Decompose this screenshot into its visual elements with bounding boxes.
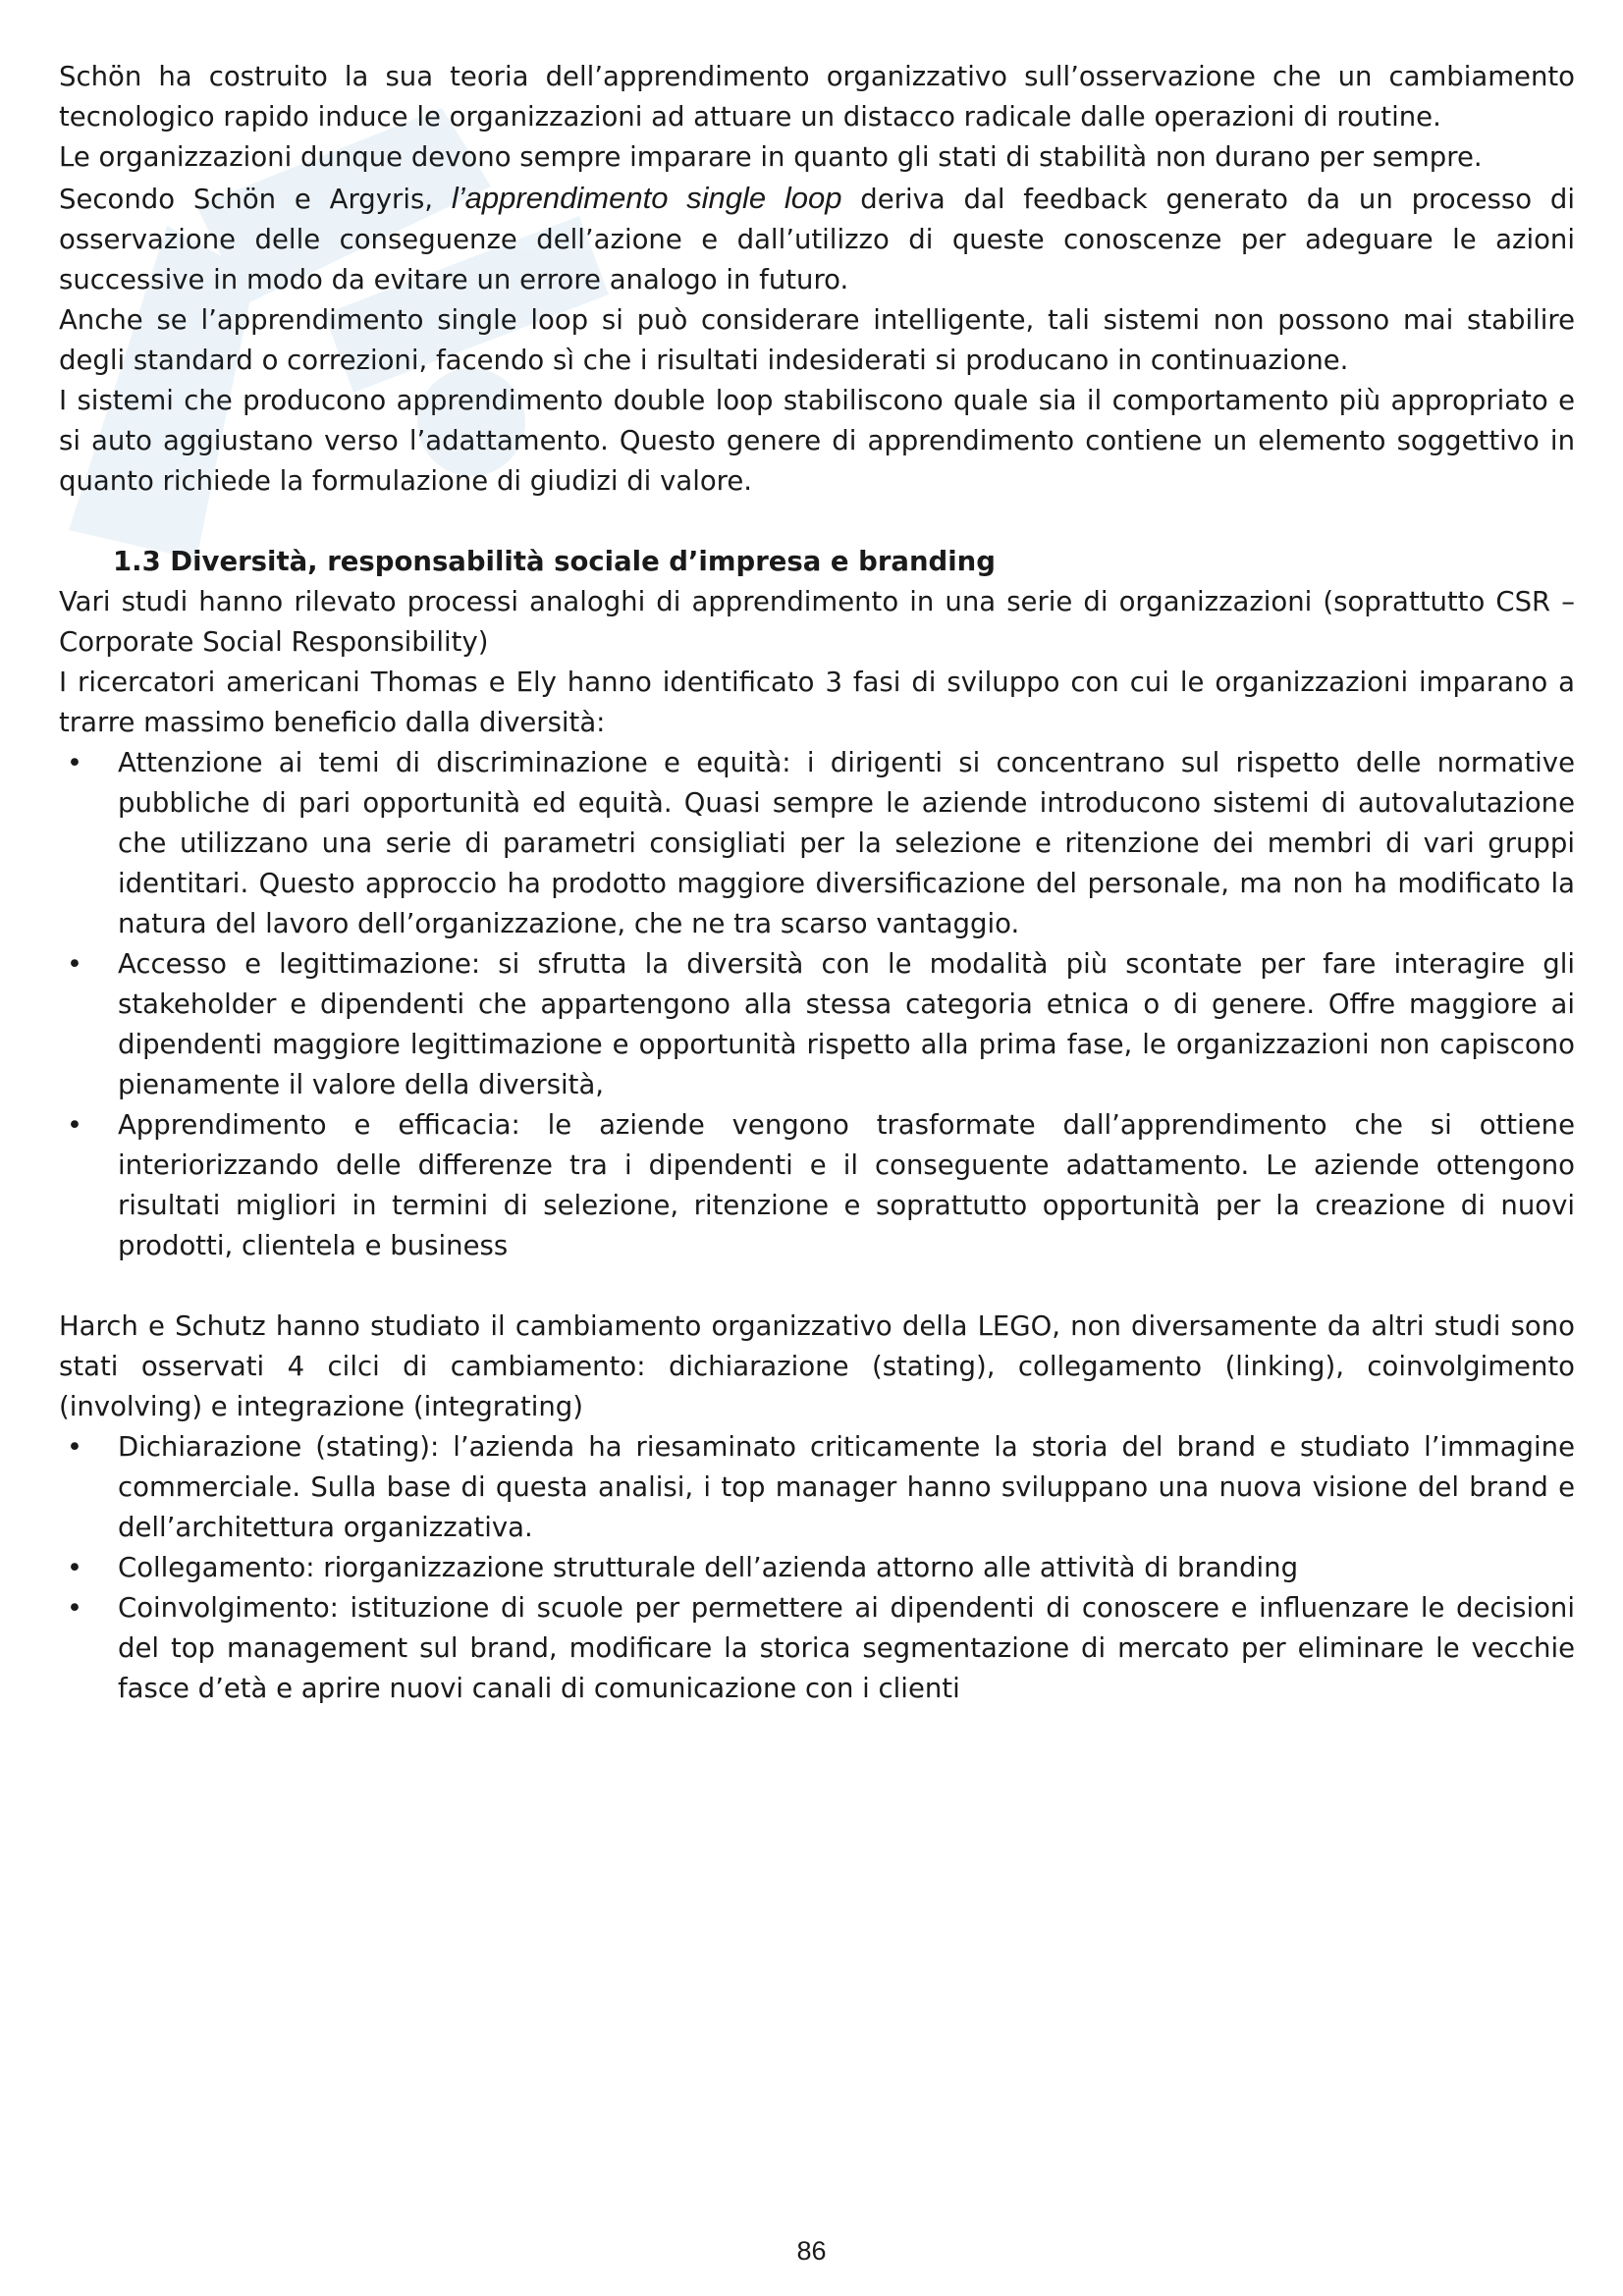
list-item: • Apprendimento e efficacia: le aziende vengono trasformate dall’apprendimento che si ottiene interiorizzando delle differenze tra i dipendenti e il conseguente adattamento. Le aziende ottengono risultati migliori in termini di selezione, ritenzione e soprattutto opportunità per la creazione di nuovi prodotti, clientela e business (59, 1105, 1575, 1266)
spacer (59, 1266, 1575, 1307)
list-item: • Coinvolgimento: istituzione di scuole per permettere ai dipendenti di conoscere e influenzare le decisioni del top management sul brand, modificare la storica segmentazione di mercato per eliminare le vecchie fasce d’età e aprire nuovi canali di comunicazione con i clienti (59, 1588, 1575, 1709)
paragraph-lego-study: Harch e Schutz hanno studiato il cambiamento organizzativo della LEGO, non diversamente da altri studi sono stati osservati 4 cilci di cambiamento: dichiarazione (stating), collegamento (linking), coinvolgimento (involving) e integrazione (integrating) (59, 1310, 1575, 1422)
paragraph-single-loop-limits: Anche se l’apprendimento single loop si può considerare intelligente, tali sistemi non possono mai stabilire degli standard o correzioni, facendo sì che i risultati indesiderati si producano in continuazione. (59, 304, 1575, 376)
list-item: • Attenzione ai temi di discriminazione e equità: i dirigenti si concentrano sul rispetto delle normative pubbliche di pari opportunità ed equità. Quasi sempre le aziende introducono sistemi di autovalutazione che utilizzano una serie di parametri consigliati per la selezione e ritenzione dei membri di vari gruppi identitari. Questo approccio ha prodotto maggiore diversificazione del personale, ma non ha modificato la natura del lavoro dell’organizzazione, che ne tra scarso vantaggio. (59, 743, 1575, 944)
diversity-phases-list (59, 743, 1575, 1266)
list-item: • Collegamento: riorganizzazione strutturale dell’azienda attorno alle attività di branding (59, 1548, 1575, 1588)
paragraph-single-loop (59, 178, 1575, 300)
list-item: • Accesso e legittimazione: si sfrutta la diversità con le modalità più scontate per fare interagire gli stakeholder e dipendenti che appartengono alla stessa categoria etnica o di genere. Offre maggiore ai dipendenti maggiore legittimazione e opportunità rispetto alla prima fase, le organizzazioni non capiscono pienamente il valore della diversità, (59, 944, 1575, 1105)
paragraph-organizations-learn: Le organizzazioni dunque devono sempre imparare in quanto gli stati di stabilità non durano per sempre. (59, 141, 1483, 173)
single-loop-term: l’apprendimento single loop (451, 181, 842, 215)
document-page (59, 57, 1575, 1709)
paragraph-thomas-ely: I ricercatori americani Thomas e Ely hanno identificato 3 fasi di sviluppo con cui le organizzazioni imparano a trarre massimo beneficio dalla diversità: (59, 667, 1575, 738)
list-item: • Dichiarazione (stating): l’azienda ha riesaminato criticamente la storia del brand e studiato l’immagine commerciale. Sulla base di questa analisi, i top manager hanno sviluppano una nuova visione del brand e dell’architettura organizzativa. (59, 1427, 1575, 1548)
section-heading: 1.3 Diversità, responsabilità sociale d’impresa e branding (113, 546, 996, 577)
single-loop-intro: Secondo Schön e Argyris, (59, 184, 452, 215)
paragraph-csr-studies: Vari studi hanno rilevato processi analoghi di apprendimento in una serie di organizzazioni (soprattutto CSR – Corporate Social Responsibility) (59, 586, 1575, 658)
lego-cycles-list (59, 1427, 1575, 1709)
single-loop-rest: deriva dal feedback generato da un processo di osservazione delle conseguenze dell’azione e dall’utilizzo di queste conoscenze per adeguare le azioni successive in modo da evitare un errore analogo in futuro. (59, 184, 1575, 295)
paragraph-double-loop: I sistemi che producono apprendimento double loop stabiliscono quale sia il comportamento più appropriato e si auto aggiustano verso l’adattamento. Questo genere di apprendimento contiene un elemento soggettivo in quanto richiede la formulazione di giudizi di valore. (59, 385, 1575, 497)
paragraph-schon-theory: Schön ha costruito la sua teoria dell’apprendimento organizzativo sull’osservazione che un cambiamento tecnologico rapido induce le organizzazioni ad attuare un distacco radicale dalle operazioni di routine. (59, 61, 1575, 133)
page-number: 86 (796, 2236, 827, 2266)
